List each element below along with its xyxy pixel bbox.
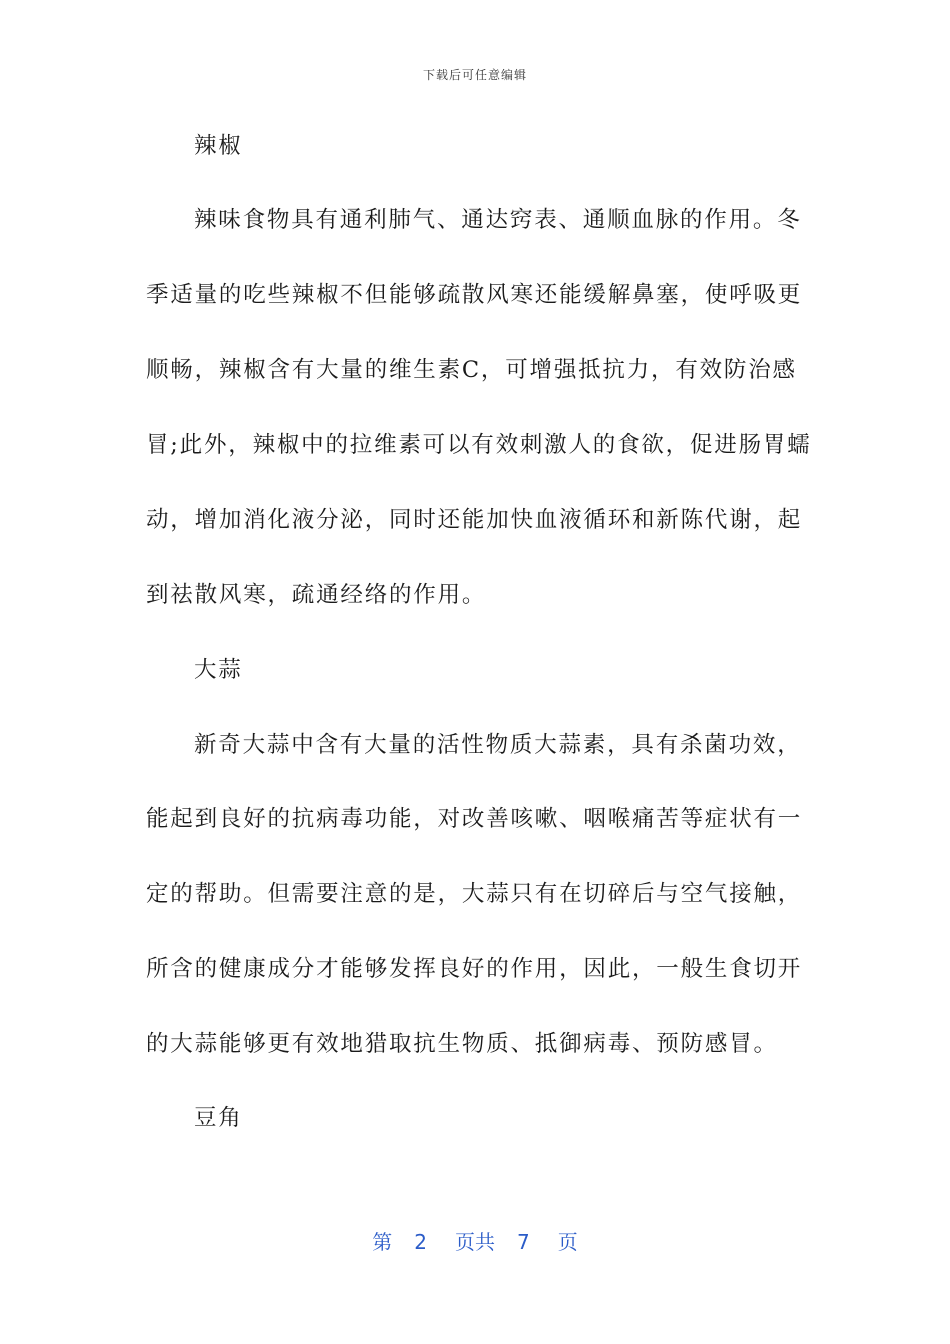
paragraph-line: 能起到良好的抗病毒功能，对改善咳嗽、咽喉痛苦等症状有一 — [146, 806, 803, 832]
page-prefix: 第 — [372, 1230, 393, 1254]
section-heading-garlic: 大蒜 — [194, 657, 243, 683]
paragraph-line: 到祛散风寒，疏通经络的作用。 — [146, 582, 487, 608]
paragraph-line: 定的帮助。但需要注意的是，大蒜只有在切碎后与空气接触， — [146, 881, 803, 907]
paragraph-line: 季适量的吃些辣椒不但能够疏散风寒还能缓解鼻塞，使呼吸更 — [146, 282, 803, 308]
paragraph-line: 辣味食物具有通利肺气、通达窍表、通顺血脉的作用。冬 — [194, 207, 802, 233]
page-suffix: 页 — [557, 1230, 578, 1254]
page-mid: 页共 — [455, 1230, 495, 1254]
paragraph-line: 所含的健康成分才能够发挥良好的作用，因此，一般生食切开 — [146, 956, 803, 982]
paragraph-line: 顺畅，辣椒含有大量的维生素C，可增强抵抗力，有效防治感 — [146, 357, 797, 383]
header-note: 下载后可任意编辑 — [422, 68, 527, 82]
paragraph-line: 新奇大蒜中含有大量的活性物质大蒜素，具有杀菌功效， — [194, 732, 802, 758]
paragraph-line: 动，增加消化液分泌，同时还能加快血液循环和新陈代谢，起 — [146, 507, 803, 533]
page-total-number: 7 — [517, 1230, 530, 1254]
paragraph-line: 冒;此外，辣椒中的拉维素可以有效刺激人的食欲，促进肠胃蠕 — [146, 432, 812, 458]
paragraph-line: 的大蒜能够更有效地猎取抗生物质、抵御病毒、预防感冒。 — [146, 1031, 778, 1057]
section-heading-chili: 辣椒 — [194, 133, 243, 159]
page-footer — [0, 1226, 950, 1255]
section-heading-beans: 豆角 — [194, 1105, 243, 1131]
page-current-number: 2 — [414, 1230, 427, 1254]
